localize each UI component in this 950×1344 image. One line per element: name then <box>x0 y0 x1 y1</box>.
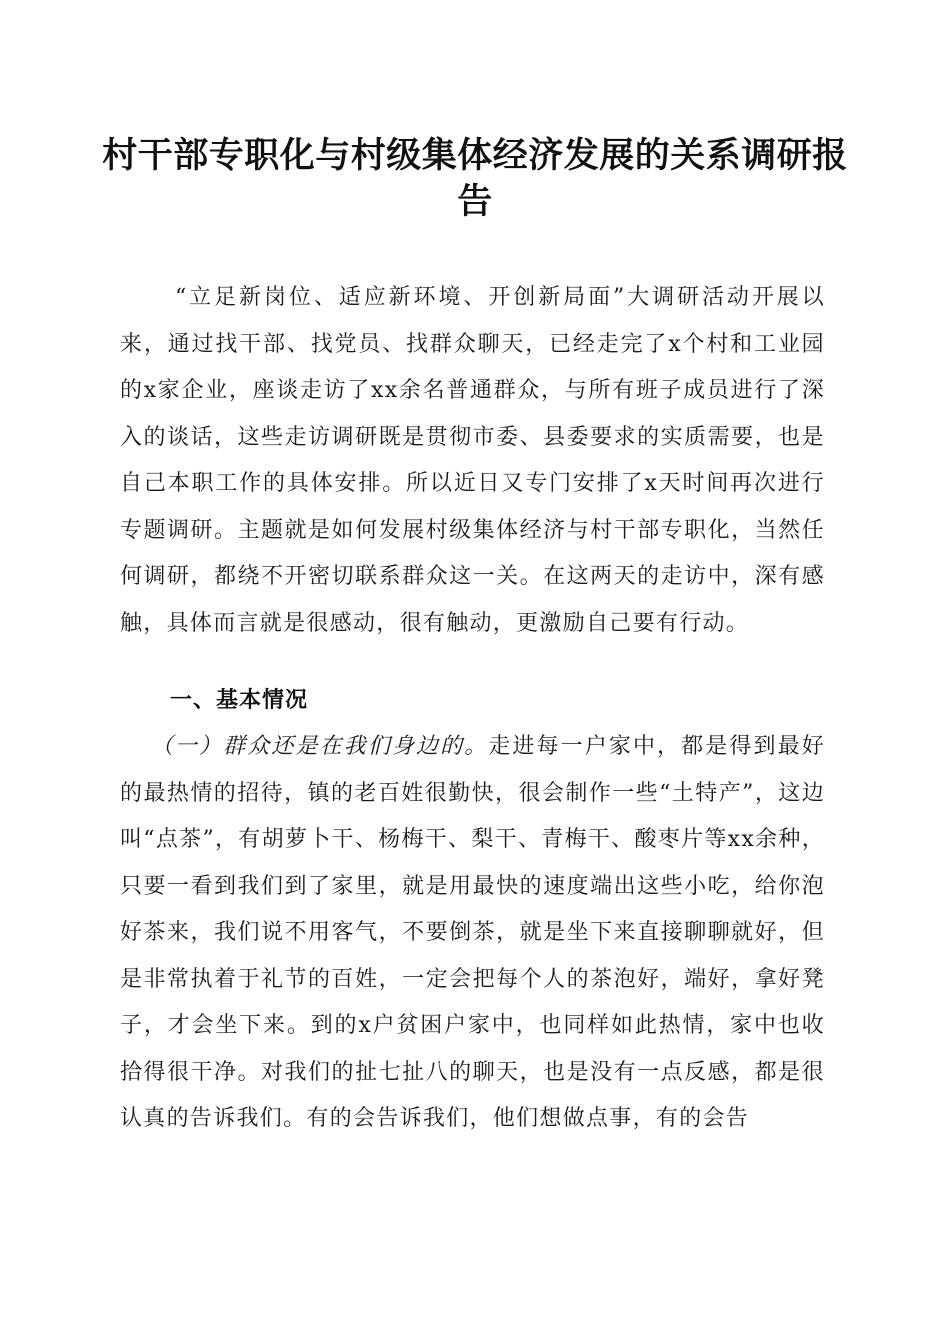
document-title: 村干部专职化与村级集体经济发展的关系调研报告 <box>102 135 848 222</box>
intro-paragraph: “立足新岗位、适应新环境、开创新局面”大调研活动开展以来，通过找干部、找党员、找群众聊天，已经走完了x个村和工业园的x家企业，座谈走访了xx余名普通群众，与所有班子成员进行了深入的谈话，这些走访调研既是贯彻市委、县委要求的实质需要，也是自己本职工作的具体安排。所以近日又专门安排了x天时间再次进行专题调研。主题就是如何发展村级集体经济与村干部专职化，当然任何调研，都绕不开密切联系群众这一关。在这两天的走访中，深有感触，具体而言就是很感动，很有触动，更激励自己要有行动。 <box>120 285 825 636</box>
subsection-text: 走进每一户家中，都是得到最好的最热情的招待，镇的老百姓很勤快，很会制作一些“土特产”，这边叫“点茶”，有胡萝卜干、杨梅干、梨干、青梅干、酸枣片等xx余种，只要一看到我们到了家里，就是用最快的速度端出这些小吃，给你泡好茶来，我们说不用客气，不要倒茶，就是坐下来直接聊聊就好，但是非常执着于礼节的百姓，一定会把每个人的茶泡好，端好，拿好凳子，才会坐下来。到的x户贫困户家中，也同样如此热情，家中也收拾得很干净。对我们的扯七扯八的聊天，也是没有一点反感，都是很认真的告诉我们。有的会告诉我们，他们想做点事，有的会告 <box>120 734 826 1131</box>
subsection-paragraph <box>120 724 825 1143</box>
section-heading: 一、基本情况 <box>170 688 309 713</box>
subsection-heading: （一）群众还是在我们身边的。 <box>150 734 489 759</box>
